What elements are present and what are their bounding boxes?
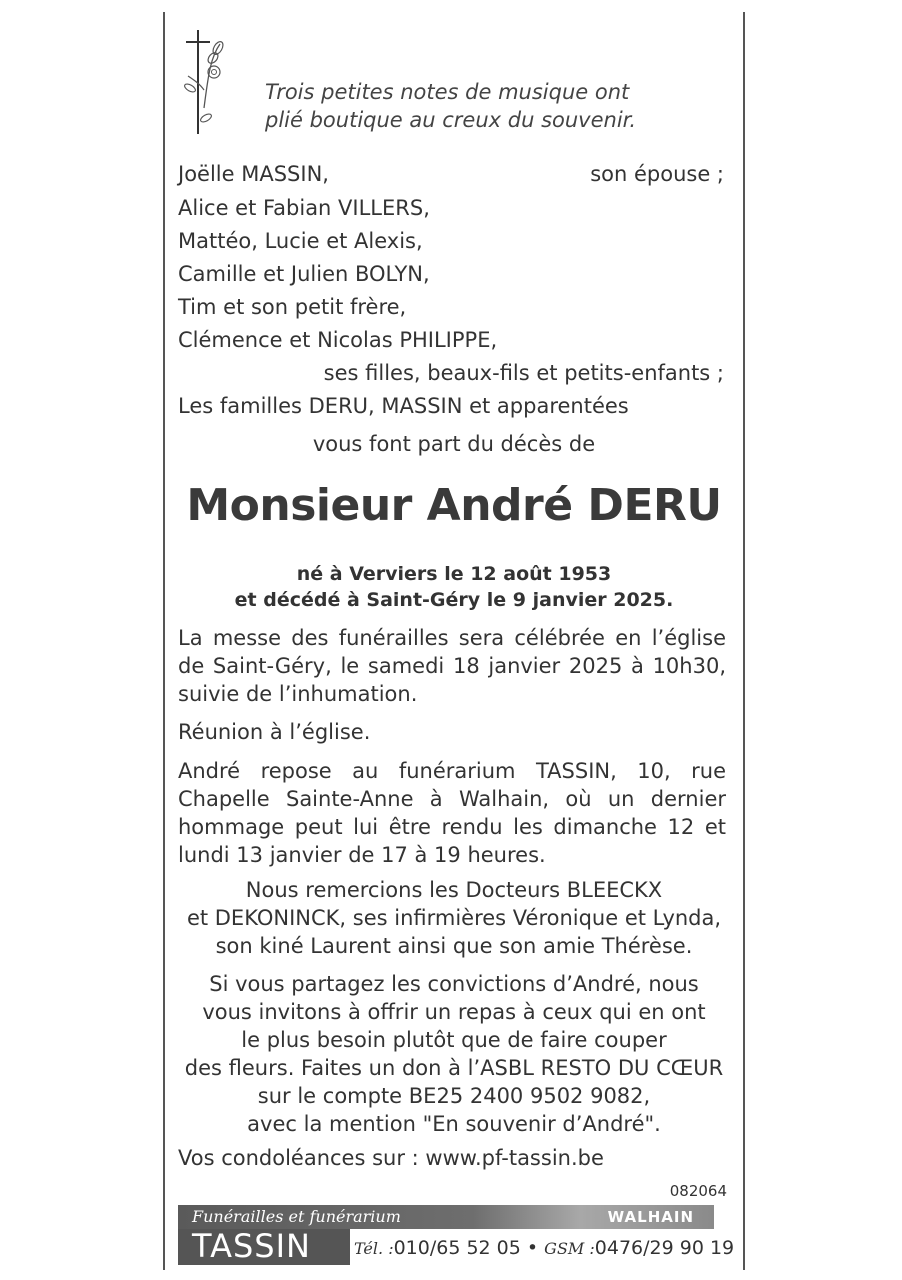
text-line: Réunion à l’église. bbox=[178, 720, 371, 744]
text-line: André repose au funérarium TASSIN, 10, rue bbox=[178, 759, 726, 783]
reunion-paragraph bbox=[178, 718, 726, 746]
funeral-paragraph bbox=[178, 624, 726, 708]
text-line: le plus besoin plutôt que de faire couper bbox=[241, 1028, 667, 1052]
separator-dot: • bbox=[526, 1237, 545, 1259]
condolences-line: Vos condoléances sur : www.pf-tassin.be bbox=[178, 1146, 604, 1170]
deceased-name: Monsieur André DERU bbox=[186, 480, 722, 531]
spouse-name: Joëlle MASSIN, bbox=[178, 162, 329, 186]
epigraph-line: plié boutique au creux du souvenir. bbox=[265, 108, 637, 132]
epigraph bbox=[265, 78, 636, 134]
banner-subtitle: Funérailles et funérarium bbox=[192, 1207, 401, 1226]
reference-code: 082064 bbox=[669, 1182, 727, 1200]
gsm-label: GSM : bbox=[544, 1239, 595, 1258]
text-line: La messe des funérailles sera célébrée en l’église bbox=[178, 626, 726, 650]
text-line: lundi 13 janvier de 17 à 19 heures. bbox=[178, 843, 546, 867]
gsm-number: 0476/29 90 19 bbox=[594, 1237, 735, 1259]
birth-line: né à Verviers le 12 août 1953 bbox=[296, 563, 612, 585]
family-member: Mattéo, Lucie et Alexis, bbox=[178, 229, 423, 253]
repose-paragraph bbox=[178, 757, 726, 869]
text-line: de Saint-Géry, le samedi 18 janvier 2025 à 10h30, bbox=[178, 654, 726, 678]
families-line: Les familles DERU, MASSIN et apparentées bbox=[178, 394, 629, 418]
text-line: vous invitons à offrir un repas à ceux qui en ont bbox=[202, 1000, 706, 1024]
text-line: et DEKONINCK, ses infirmières Véronique et Lynda, bbox=[186, 906, 722, 930]
funeral-home-banner bbox=[178, 1205, 735, 1265]
banner-brand-box bbox=[178, 1229, 350, 1265]
cross-flower-icon bbox=[180, 28, 228, 136]
text-line: des fleurs. Faites un don à l’ASBL RESTO DU CŒUR bbox=[184, 1056, 724, 1080]
thanks-paragraph bbox=[165, 876, 743, 960]
tel-label: Tél. : bbox=[354, 1239, 394, 1258]
tel-number: 010/65 52 05 bbox=[393, 1237, 521, 1259]
donation-paragraph bbox=[165, 970, 743, 1138]
banner-brand: TASSIN bbox=[192, 1227, 311, 1265]
text-line: hommage peut lui être rendu les dimanche 12 et bbox=[178, 815, 726, 839]
banner-town: WALHAIN bbox=[607, 1208, 694, 1226]
banner-top-bar bbox=[178, 1205, 714, 1229]
family-member: Alice et Fabian VILLERS, bbox=[178, 196, 430, 220]
announcement: vous font part du décès de bbox=[312, 432, 596, 456]
text-line: Nous remercions les Docteurs BLEECKX bbox=[245, 878, 663, 902]
text-line: sur le compte BE25 2400 9502 9082, bbox=[257, 1084, 651, 1108]
text-line: avec la mention "En souvenir d’André". bbox=[247, 1112, 661, 1136]
banner-phones bbox=[354, 1237, 734, 1259]
spouse-role: son épouse ; bbox=[590, 162, 724, 186]
family-member: Clémence et Nicolas PHILIPPE, bbox=[178, 328, 498, 352]
family-member: Camille et Julien BOLYN, bbox=[178, 262, 430, 286]
family-member: Tim et son petit frère, bbox=[178, 295, 407, 319]
death-line: et décédé à Saint-Géry le 9 janvier 2025. bbox=[234, 589, 674, 611]
text-line: son kiné Laurent ainsi que son amie Thérèse. bbox=[215, 934, 693, 958]
epigraph-line: Trois petites notes de musique ont bbox=[265, 80, 630, 104]
children-role: ses filles, beaux-fils et petits-enfants ; bbox=[323, 361, 724, 385]
text-line: Si vous partagez les convictions d’André, nous bbox=[209, 972, 699, 996]
text-line: suivie de l’inhumation. bbox=[178, 682, 418, 706]
text-line: Chapelle Sainte-Anne à Walhain, où un dernier bbox=[178, 787, 726, 811]
